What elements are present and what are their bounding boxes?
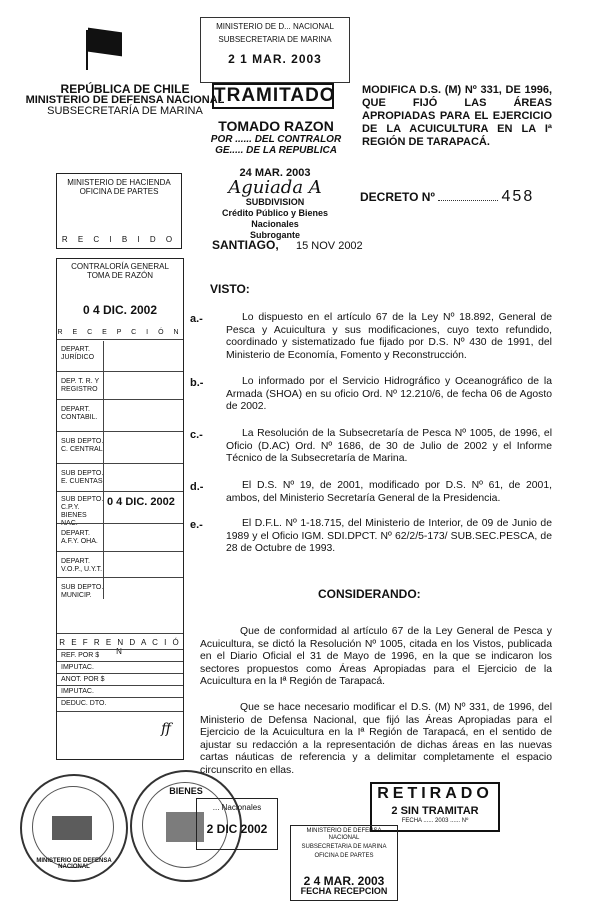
item-letter: c.- <box>190 429 203 441</box>
contraloria-reception-column <box>56 258 184 760</box>
decreto-blank <box>438 200 498 201</box>
fecha-recepcion-stamp <box>290 825 398 901</box>
refrendacion-header-row: R E F R E N D A C I Ó N <box>57 633 183 634</box>
fecha-oficina: OFICINA DE PARTES <box>314 853 374 859</box>
bienes-stamp-date: 2 DIC 2002 <box>206 822 268 836</box>
stamp-date: 2 1 MAR. 2003 <box>228 52 322 66</box>
contraloria-recepcion: R E C E P C I Ó N <box>57 329 183 336</box>
table-row: SUB DEPTO. E. CUENTAS <box>57 463 183 464</box>
margin-initials: ff <box>161 721 171 737</box>
tomado-line3: GE..... DE LA REPUBLICA <box>215 145 337 156</box>
fecha-subsecretaria: SUBSECRETARIA DE MARINA <box>301 844 387 850</box>
defensa-seal <box>20 774 128 882</box>
contraloria-line1: CONTRALORÍA GENERAL <box>71 262 169 271</box>
stamp-subsecretaria: SUBSECRETARIA DE MARINA <box>218 35 332 44</box>
tramitado-stamp: TRAMITADO <box>212 83 334 109</box>
contraloria-title <box>57 262 183 280</box>
table-row: SUB DEPTO. C.P.Y. BIENES NAC. 0 4 DIC. 2002 <box>57 491 183 492</box>
bienes-nacionales-stamp <box>196 798 278 850</box>
item-letter: d.- <box>190 481 204 493</box>
letterhead-subsecretaria: SUBSECRETARÍA DE MARINA <box>47 105 203 117</box>
letterhead-ministry: MINISTERIO DE DEFENSA NACIONAL <box>25 94 225 106</box>
considerando-heading: CONSIDERANDO: <box>318 587 421 601</box>
issue-date: 15 NOV 2002 <box>296 240 363 252</box>
fecha-date: 2 4 MAR. 2003 <box>303 874 385 888</box>
hacienda-office: OFICINA DE PARTES <box>79 187 159 196</box>
item-letter: e.- <box>190 519 203 531</box>
table-row: ANOT. POR $ <box>57 673 183 674</box>
document-title: MODIFICA D.S. (M) Nº 331, DE 1996, QUE FIJÓ LAS ÁREAS APROPIADAS PARA EL EJERCICIO DE LA ACUICULTURA EN LA Iª REGIÓN DE TARAPACÁ. <box>362 84 552 148</box>
signature-scribble: Aguiada A <box>228 177 322 198</box>
decreto-number: 458 <box>501 188 535 205</box>
table-row: IMPUTAC. <box>57 661 183 662</box>
decreto-number-line <box>360 188 560 206</box>
table-row: DEPART. JURÍDICO <box>57 339 183 340</box>
retirado-label: RETIRADO <box>377 785 493 802</box>
table-row: DEPART. CONTABIL. <box>57 399 183 400</box>
hacienda-recibido: R E C I B I D O <box>61 235 177 244</box>
letterhead-country: REPÚBLICA DE CHILE <box>60 82 190 96</box>
contraloria-date: 0 4 DIC. 2002 <box>82 303 158 317</box>
visto-item: La Resolución de la Subsecretaría de Pesca Nº 1005, de 1996, el Oficio (D.AC) Ord. Nº 1686, de 30 de Julio de 2002 y el Informe Técnico de la Subsecretaría de Marina. <box>226 428 552 465</box>
fecha-label: FECHA RECEPCION <box>300 886 388 896</box>
table-row: SUB DEPTO. MUNICIP. <box>57 577 183 578</box>
tomado-subdivision: SUBDIVISION <box>245 197 305 207</box>
retirado-sin-tramitar: 2 SIN TRAMITAR <box>391 805 479 817</box>
tomado-title: TOMADO RAZON <box>218 118 334 134</box>
contralor-signature-block <box>200 168 350 241</box>
table-row <box>57 711 183 712</box>
tomado-role: Crédito Público y Bienes Nacionales <box>221 208 329 229</box>
retirado-fecha: FECHA ...... 2003 ...... Nº <box>401 818 469 824</box>
letterhead <box>20 84 230 117</box>
tomado-role2: Subrogante <box>249 230 300 240</box>
table-row: REF. POR $ <box>57 649 183 650</box>
table-row: DEDUC. DTO. <box>57 697 183 698</box>
considerando-paragraph: Que se hace necesario modificar el D.S. (M) Nº 331, de 1996, del Ministerio de Defensa Nacional, que fijó las Áreas Apropiadas para el Ejercicio de la Acuicultura en la Iª Región de Tarapacá, en el sentido de ajustar su redacción a la representación de dichas áreas en las nuevas cartas náuticas de referencia y a delimitar completamente el espacio circunscrito en ellas. <box>200 702 552 776</box>
table-row: DEPART. A.F.Y. OHA. <box>57 523 183 524</box>
tomado-line2: POR ...... DEL CONTRALOR <box>210 134 342 145</box>
decreto-label: DECRETO Nº <box>360 190 435 204</box>
tomado-date: 24 MAR. 2003 <box>239 167 311 179</box>
item-letter: b.- <box>190 377 204 389</box>
hacienda-recibido-box <box>56 173 182 249</box>
subdepto-date: 0 4 DIC. 2002 <box>107 496 175 508</box>
considerando-paragraph: Que de conformidad al artículo 67 de la Ley General de Pesca y Acuicultura, se dictó la Resolución Nº 1005, citada en los Vistos, publicada en el Diario Oficial el 31 de Mayo de 1996, en la que se indicaron los sectores propuestos como Áreas Apropiadas para el Ejercicio de la Acuicultura en la Iª Región de Tarapacá. <box>200 626 552 688</box>
table-row: DEPART. V.O.P., U.Y.T. <box>57 551 183 552</box>
place-date <box>212 238 363 252</box>
item-letter: a.- <box>190 313 203 325</box>
subsecretaria-stamp <box>200 17 350 83</box>
visto-item: Lo informado por el Servicio Hidrográfico y Oceanográfico de la Armada (SHOA) en su oficio Ord. Nº 12.210/6, de fecha 06 de Agosto de 2002. <box>226 376 552 413</box>
visto-heading: VISTO: <box>210 282 250 296</box>
fecha-ministry: MINISTERIO DE DEFENSA NACIONAL <box>306 828 382 841</box>
chile-flag-icon <box>88 28 122 57</box>
seal-emblem-icon <box>52 816 92 840</box>
visto-item: Lo dispuesto en el artículo 67 de la Ley Nº 18.892, General de Pesca y Acuicultura y sus modificaciones, cuyo texto refundido, coordinado y sistematizado fue fijado por D.S. Nº 430 de 1991, del Ministerio de Economía, Fomento y Reconstrucción. <box>226 312 552 361</box>
table-row: SUB DEPTO. C. CENTRAL <box>57 431 183 432</box>
place-label: SANTIAGO, <box>212 238 279 252</box>
bienes-stamp-line: ... Nacionales <box>212 803 262 812</box>
hacienda-ministry: MINISTERIO DE HACIENDA <box>67 178 171 187</box>
visto-item: El D.F.L. Nº 1-18.715, del Ministerio de Interior, de 09 de Junio de 1989 y el Oficio IGM. SDI.DPCT. Nº 62/2/5-173/ SUB.SEC.PESCA, de 28 de Octubre de 1993. <box>226 518 552 555</box>
seal-left-text: MINISTERIO DE DEFENSA NACIONAL <box>36 858 112 870</box>
table-row: DEP. T. R. Y REGISTRO <box>57 371 183 372</box>
seal-mid-text: BIENES <box>169 786 203 796</box>
tomado-razon-stamp <box>196 118 356 156</box>
table-row: IMPUTAC. <box>57 685 183 686</box>
contraloria-line2: TOMA DE RAZÓN <box>86 271 154 280</box>
stamp-ministry: MINISTERIO DE D... NACIONAL <box>216 22 334 31</box>
visto-item: El D.S. Nº 19, de 2001, modificado por D.S. Nº 61, de 2001, ambos, del Ministerio Secretaría General de la Presidencia. <box>226 480 552 504</box>
